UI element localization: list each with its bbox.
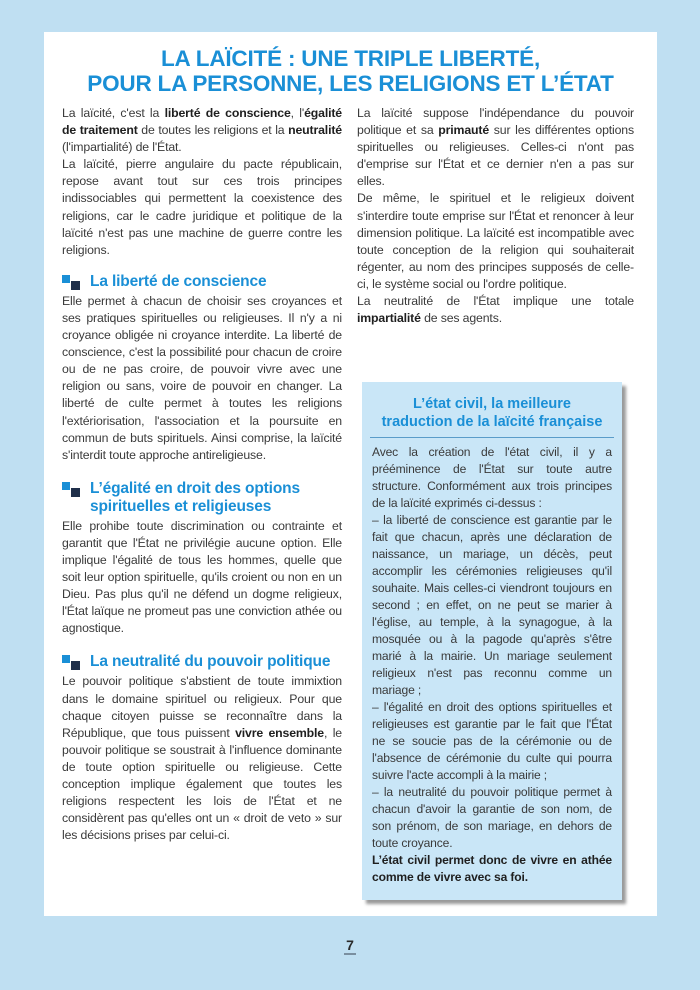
right-paragraph-3: [357, 293, 634, 327]
page: [44, 32, 657, 916]
box-divider: [370, 437, 614, 438]
title-line-2: POUR LA PERSONNE, LES RELIGIONS ET L’ÉTAT: [87, 71, 614, 96]
box-paragraph-3: – l'égalité en droit des options spirituelles et religieuses est garantie par le fait que l'État ne se soucie pas de la cérémonie ou de l'absence de cérémonie du culte qui pourra suivre l'acte accompli à la mairie ;: [372, 700, 612, 782]
section-text-conscience: Elle permet à chacun de choisir ses croyances et ses pratiques spirituelles ou religieuses. Il n'y a ni croyance obligée ni croyance interdite. La liberté de conscience, c'est la possibilité pour chacun de croire ou de ne pas croire, de pouvoir vivre avec une religion ou sans, voire de pouvoir en changer. La liberté de culte permet à toutes les religions l'extériorisation, l'association et la poursuite en commun de buts spirituels. Ainsi comprise, la laïcité s'interdit toute approche antireligieuse.: [62, 293, 342, 462]
box-conclusion: L’état civil permet donc de vivre en athée comme de vivre avec sa foi.: [372, 853, 612, 884]
section-heading-egalite: [62, 480, 342, 516]
box-title-line-1: L’état civil, la meilleure: [413, 396, 571, 412]
title-line-1: LA LAÏCITÉ : UNE TRIPLE LIBERTÉ,: [160, 46, 540, 71]
section-text-neutralite: [62, 673, 342, 844]
bullet-squares-icon: [62, 655, 82, 671]
heading-text: L’égalité en droit des options spirituelles et religieuses: [90, 479, 300, 515]
box-paragraph-2: – la liberté de conscience est garantie par le fait que chacun, après une déclaration de naissance, un mariage, un décès, peut accomplir les cérémonies religieuses qu'il souhaite. Mais celles-ci viendront toujours en second ; en effet, on ne peut se marier à l'église, au temple, à la synagogue, à la mosquée ou à la pagode qu'après s'être marié à la mairie. Un mariage seulement religieux n'est pas reconnu comme un mariage ;: [372, 513, 612, 697]
page-title: [44, 46, 657, 96]
intro-text: , l': [290, 106, 305, 120]
etat-civil-box: [362, 382, 622, 900]
box-body: [372, 444, 612, 886]
bold-vivre-ensemble: vivre ensemble: [235, 725, 325, 740]
intro-text: de toutes les religions et la: [137, 123, 289, 138]
heading-text: La neutralité du pouvoir politique: [90, 653, 331, 671]
left-column: [62, 105, 342, 844]
right-text: La neutralité de l'État implique une totale: [357, 294, 634, 309]
section-heading-neutralite: [62, 653, 342, 671]
intro-bold-egalite: égalité de traitement: [62, 106, 342, 138]
box-title-line-2: traduction de la laïcité française: [381, 413, 603, 430]
box-paragraph-1: Avec la création de l'état civil, il y a prééminence de l'État sur toute autre structure. Conformément aux trois principes de la laïcité exprimés ci-dessus :: [372, 445, 612, 510]
neutralite-text: Le pouvoir politique s'abstient de toute immixtion dans le domaine spirituel ou religieux. Pour que chaque citoyen puisse se reconnaître dans la République, que tous puissent: [62, 674, 342, 740]
heading-text: La liberté de conscience: [90, 272, 267, 290]
section-heading-conscience: [62, 273, 342, 291]
bullet-squares-icon: [62, 482, 82, 498]
right-text: de ses agents.: [420, 311, 502, 326]
right-column: [357, 105, 634, 327]
neutralite-text: , le pouvoir politique se soustrait à l'influence dominante de toute option spirituelle ou religieuse. Cette conception implique également que toutes les religions respectent les lois de l'État et ne considèrent pas qu'elles ont un « droit de veto » sur les décisions prises par celui-ci.: [62, 725, 342, 843]
right-text: sur les différentes options spirituelles ou religieuses. Celles-ci n'ont pas d'emprise sur l'État et ce dernier n'en a pas sur elles.: [357, 123, 634, 189]
intro-bold-conscience: liberté de conscience: [164, 106, 291, 120]
intro-text: La laïcité, c'est la: [62, 106, 165, 120]
bold-primaute: primauté: [438, 123, 490, 138]
bold-impartialite: impartialité: [357, 311, 421, 326]
right-text: La laïcité suppose l'indépendance du pouvoir politique et sa: [357, 106, 634, 138]
right-paragraph-1: [357, 105, 634, 190]
page-number-text: 7: [346, 937, 354, 953]
box-title: [372, 396, 612, 431]
bullet-squares-icon: [62, 275, 82, 291]
intro-paragraph-2: La laïcité, pierre angulaire du pacte républicain, repose avant tout sur ces trois principes indissociables qui permettent la coexistence des religions, car le cadre juridique et politique de la laïcité n'est pas une machine de guerre contre les religions.: [62, 157, 342, 257]
right-paragraph-2: De même, le spirituel et le religieux doivent s'interdire toute emprise sur l'État et renoncer à leur dimension politique. La laïcité est incompatible avec toute conception de la religion qui souhaiterait régenter, au nom des principes supposés de celle-ci, le système social ou l'ordre politique.: [357, 191, 634, 291]
page-number: [0, 937, 700, 953]
box-paragraph-4: – la neutralité du pouvoir politique permet à chacun d'avoir la garantie de son nom, de son prénom, de son mariage, en dehors de toute croyance.: [372, 785, 612, 850]
intro-bold-neutralite: neutralité: [288, 123, 342, 138]
section-text-egalite: Elle prohibe toute discrimination ou contrainte et garantit que l'État ne privilégie aucune option. Elle implique l'égalité de tous les hommes, quelle que soit leur option spirituelle, qu'ils croient ou non en un Dieu. Pas plus qu'il ne défend un dogme religieux, l'État laïque ne promeut pas une conviction athée ou agnostique.: [62, 518, 342, 636]
intro-paragraph-1: [62, 105, 342, 156]
intro-text: (l'impartialité) de l'État.: [62, 140, 182, 155]
